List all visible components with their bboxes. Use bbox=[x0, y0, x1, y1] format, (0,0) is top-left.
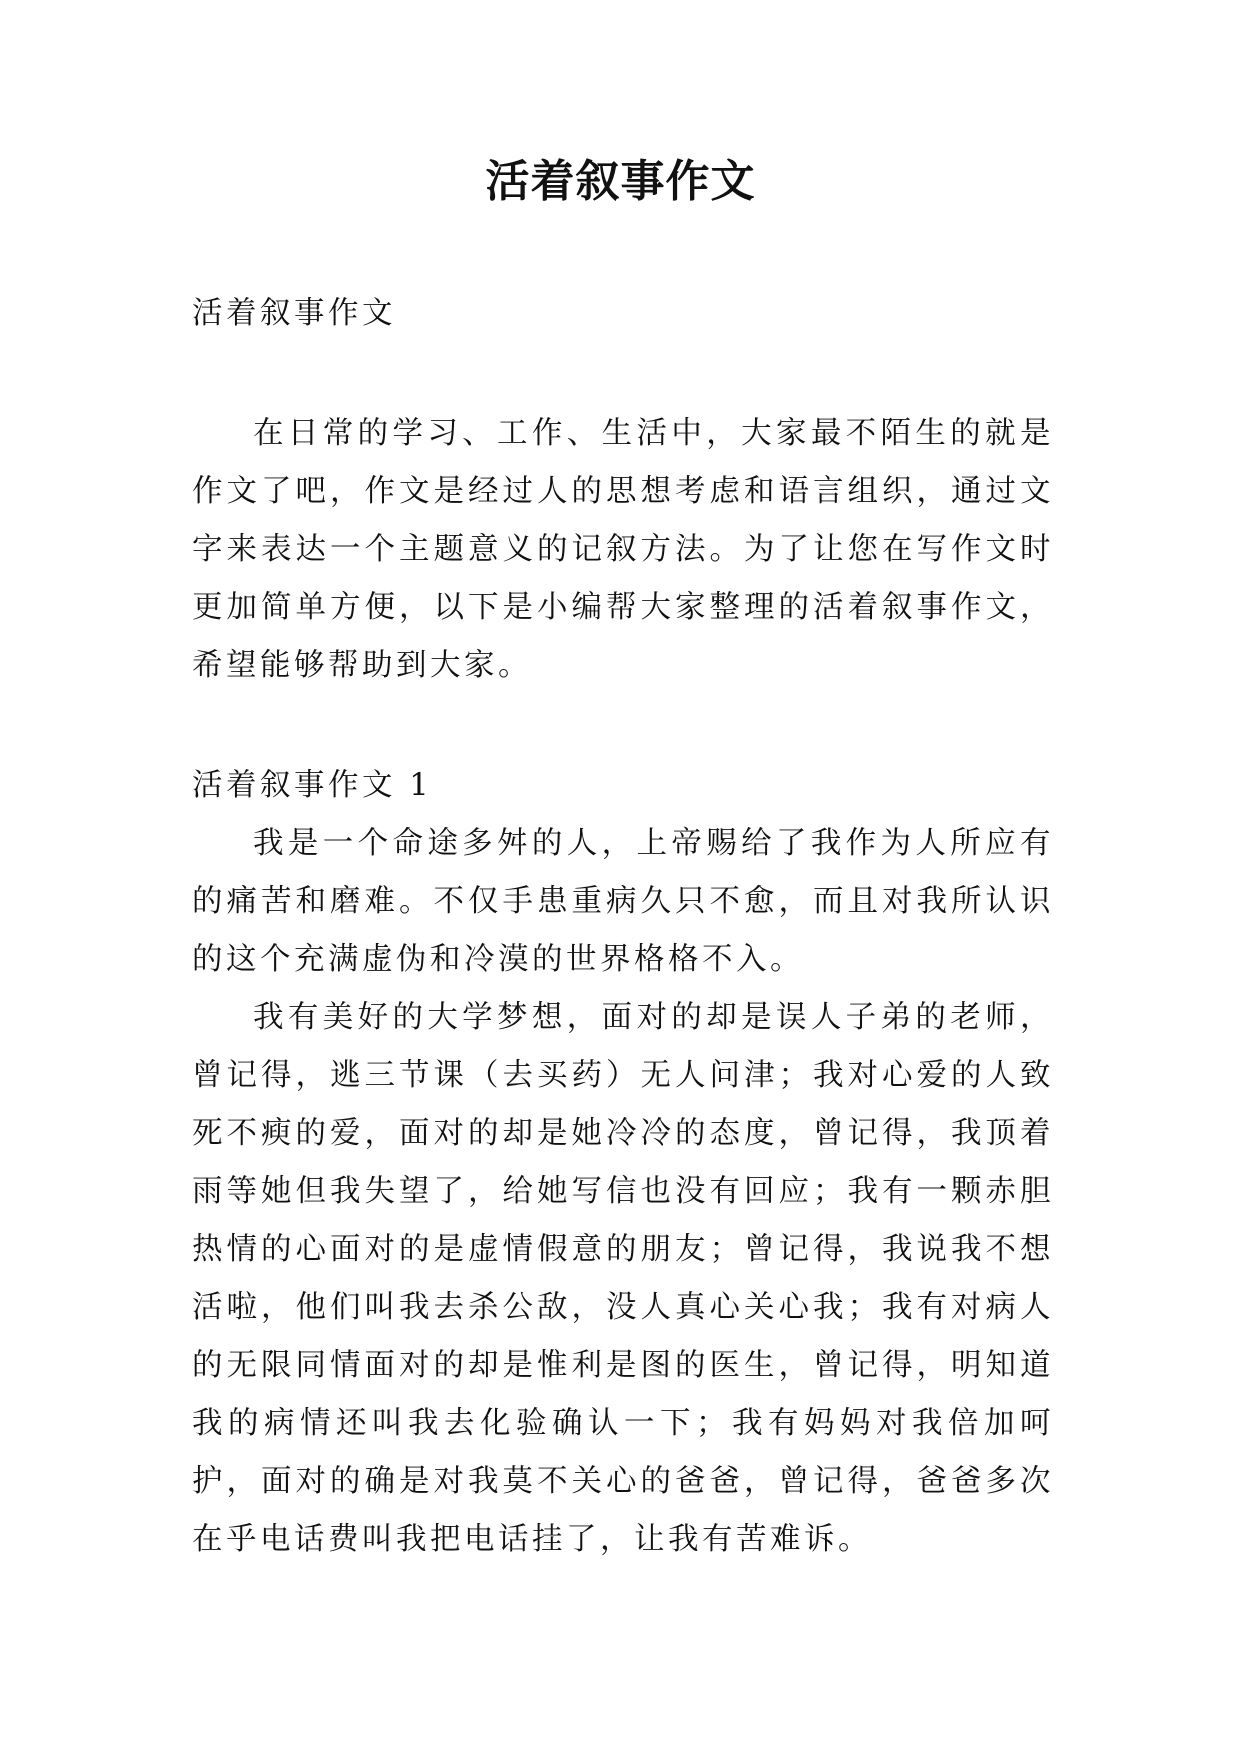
document-title: 活着叙事作文 bbox=[485, 156, 756, 207]
document-body bbox=[192, 285, 1054, 1569]
document-subtitle: 活着叙事作文 bbox=[192, 296, 396, 331]
intro-paragraph: 在日常的学习、工作、生活中，大家最不陌生的就是作文了吧，作文是经过人的思想考虑和语言组织，通过文字来表达一个主题意义的记叙方法。为了让您在写作文时更加简单方便，以下是小编帮大家整理的活着叙事作文，希望能够帮助到大家。 bbox=[192, 416, 1054, 683]
section-heading: 活着叙事作文 1 bbox=[192, 768, 433, 803]
body-paragraph: 我有美好的大学梦想，面对的却是误人子弟的老师，曾记得，逃三节课（去买药）无人问津；我对心爱的人致死不瘐的爱，面对的却是她冷冷的态度，曾记得，我顶着雨等她但我失望了，给她写信也没有回应；我有一颗赤胆热情的心面对的是虚情假意的朋友；曾记得，我说我不想活啦，他们叫我去杀公敌，没人真心关心我；我有对病人的无限同情面对的却是惟利是图的医生，曾记得，明知道我的病情还叫我去化验确认一下；我有妈妈对我倍加呵护，面对的确是对我莫不关心的爸爸，曾记得，爸爸多次在乎电话费叫我把电话挂了，让我有苦难诉。 bbox=[192, 1000, 1054, 1557]
body-paragraph: 我是一个命途多舛的人，上帝赐给了我作为人所应有的痛苦和磨难。不仅手患重病久只不愈，而且对我所认识的这个充满虚伪和冷漠的世界格格不入。 bbox=[192, 826, 1054, 977]
